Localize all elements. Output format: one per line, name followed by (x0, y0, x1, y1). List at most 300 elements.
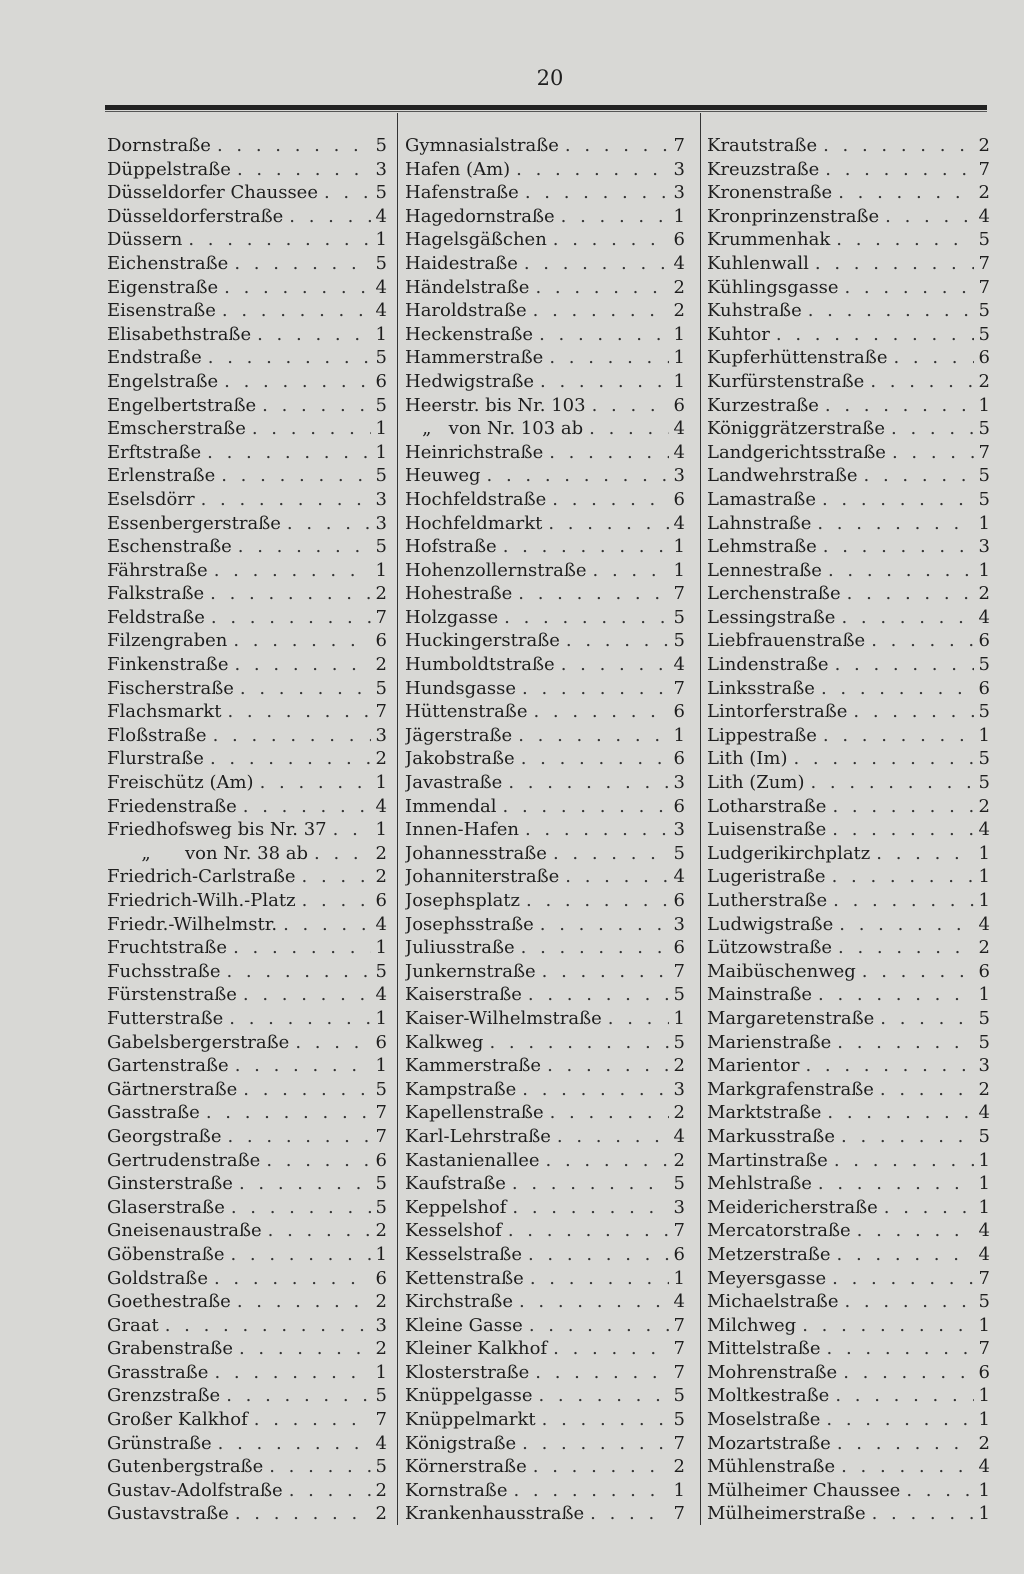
district-number: 3 (375, 512, 387, 534)
district-number: 1 (673, 370, 685, 392)
district-number: 1 (375, 1243, 387, 1265)
street-entry (107, 796, 387, 820)
street-entry (107, 1150, 387, 1174)
street-name: Hüttenstraße (405, 701, 528, 723)
street-name: „ von Nr. 103 ab (405, 418, 584, 440)
dot-leader (547, 229, 669, 250)
street-entry (707, 678, 990, 702)
dot-leader (534, 371, 669, 392)
district-number: 1 (978, 1149, 990, 1171)
dot-leader (831, 1244, 974, 1265)
street-entry (707, 1503, 990, 1527)
street-entry (405, 253, 685, 277)
street-name: Flurstraße (107, 748, 204, 770)
street-entry (107, 843, 387, 867)
street-entry (405, 1150, 685, 1174)
dot-leader (318, 182, 371, 203)
street-name: Fuchsstraße (107, 960, 221, 982)
dot-leader (865, 630, 974, 651)
dot-leader (223, 1008, 371, 1029)
dot-leader (544, 1102, 669, 1123)
page-number: 20 (536, 66, 564, 90)
street-name: Kühlingsgasse (707, 276, 839, 298)
dot-leader (218, 277, 371, 298)
street-name: Hagelsgäßchen (405, 229, 547, 251)
street-entry (707, 489, 990, 513)
street-entry (707, 961, 990, 985)
header-rule (105, 105, 987, 110)
street-name: Gutenbergstraße (107, 1456, 264, 1478)
district-number: 2 (673, 1456, 685, 1478)
district-number: 5 (978, 465, 990, 487)
street-entry (107, 1032, 387, 1056)
district-number: 1 (375, 559, 387, 581)
street-name: Mehlstraße (707, 1173, 812, 1195)
dot-leader (835, 607, 974, 628)
street-name: Kornstraße (405, 1479, 508, 1501)
street-entry (107, 1315, 387, 1339)
dot-leader (233, 1173, 371, 1194)
dot-leader (866, 1503, 974, 1524)
street-entry (707, 300, 990, 324)
dot-leader (527, 300, 669, 321)
street-entry (405, 1503, 685, 1527)
district-number: 7 (375, 1125, 387, 1147)
street-name: Meyersgasse (707, 1267, 827, 1289)
street-entry (107, 654, 387, 678)
district-number: 2 (978, 1078, 990, 1100)
street-entry (405, 1102, 685, 1126)
street-name: Mohrenstraße (707, 1361, 838, 1383)
dot-leader (819, 395, 974, 416)
dot-leader (283, 206, 371, 227)
street-entry (107, 1220, 387, 1244)
district-number: 1 (375, 772, 387, 794)
dot-leader (796, 1315, 974, 1336)
street-entry (405, 513, 685, 537)
district-number: 3 (978, 536, 990, 558)
dot-leader (522, 984, 669, 1005)
street-entry (707, 513, 990, 537)
street-name: Huckingerstraße (405, 630, 560, 652)
dot-leader (885, 418, 974, 439)
street-name: Moltkestraße (707, 1385, 830, 1407)
street-name: Innen-Hafen (405, 819, 519, 841)
street-name: Lahnstraße (707, 512, 812, 534)
dot-leader (543, 442, 669, 463)
district-number: 7 (978, 276, 990, 298)
dot-leader (237, 1079, 371, 1100)
district-number: 3 (673, 819, 685, 841)
street-name: Flachsmarkt (107, 701, 222, 723)
street-entry (405, 229, 685, 253)
street-entry (707, 1126, 990, 1150)
street-entry (707, 1433, 990, 1457)
district-number: 3 (673, 1196, 685, 1218)
district-number: 3 (673, 465, 685, 487)
street-entry (707, 1244, 990, 1268)
district-number: 5 (978, 772, 990, 794)
street-entry (707, 560, 990, 584)
dot-leader (833, 914, 974, 935)
district-number: 6 (978, 960, 990, 982)
street-entry (107, 1433, 387, 1457)
street-name: Krankenhausstraße (405, 1503, 585, 1525)
street-name: Haidestraße (405, 252, 518, 274)
dot-leader (831, 1433, 974, 1454)
dot-leader (835, 1126, 974, 1147)
street-entry (107, 1456, 387, 1480)
street-entry (405, 1268, 685, 1292)
dot-leader (296, 890, 371, 911)
street-entry (107, 1503, 387, 1527)
street-name: Goethestraße (107, 1291, 231, 1313)
district-number: 5 (673, 1409, 685, 1431)
district-number: 5 (375, 677, 387, 699)
dot-leader (231, 159, 371, 180)
street-entry (405, 937, 685, 961)
district-number: 2 (673, 300, 685, 322)
street-name: Kaufstraße (405, 1173, 506, 1195)
dot-leader (820, 1409, 974, 1430)
street-name: Kammerstraße (405, 1055, 542, 1077)
dot-leader (327, 819, 371, 840)
dot-leader (900, 1480, 974, 1501)
district-number: 6 (375, 1267, 387, 1289)
street-entry (107, 442, 387, 466)
street-name: Königgrätzerstraße (707, 418, 885, 440)
district-number: 4 (673, 1291, 685, 1313)
dot-leader (221, 701, 371, 722)
dot-leader (519, 182, 669, 203)
dot-leader (770, 324, 974, 345)
street-name: Kuhlenwall (707, 252, 809, 274)
street-entry (707, 1008, 990, 1032)
district-number: 5 (375, 135, 387, 156)
street-entry (405, 371, 685, 395)
street-entry (707, 1315, 990, 1339)
street-name: Lennestraße (707, 559, 822, 581)
dot-leader (518, 253, 669, 274)
street-name: Friedrich-Carlstraße (107, 866, 296, 888)
street-entry (107, 1291, 387, 1315)
dot-leader (602, 1008, 669, 1029)
street-entry (107, 418, 387, 442)
street-entry (107, 513, 387, 537)
street-name: Knüppelmarkt (405, 1409, 536, 1431)
district-number: 2 (673, 1149, 685, 1171)
street-entry (405, 1173, 685, 1197)
street-entry (707, 1102, 990, 1126)
district-number: 5 (978, 701, 990, 723)
street-name: Kaiser-Wilhelmstraße (405, 1007, 602, 1029)
district-number: 1 (375, 1055, 387, 1077)
district-number: 1 (978, 1314, 990, 1336)
street-name: Milchweg (707, 1314, 797, 1336)
dot-leader (254, 772, 371, 793)
district-number: 3 (375, 1314, 387, 1336)
street-name: Glaserstraße (107, 1196, 225, 1218)
dot-leader (283, 1480, 371, 1501)
district-number: 7 (978, 252, 990, 274)
district-number: 6 (978, 1361, 990, 1383)
district-number: 4 (978, 1243, 990, 1265)
street-column-1 (107, 135, 387, 1527)
street-name: Hochfeldmarkt (405, 512, 543, 534)
district-number: 4 (978, 606, 990, 628)
dot-leader (540, 1150, 669, 1171)
dot-leader (277, 914, 371, 935)
dot-leader (227, 630, 371, 651)
dot-leader (826, 1268, 974, 1289)
street-name: Kreuzstraße (707, 158, 820, 180)
dot-leader (260, 1150, 371, 1171)
district-number: 5 (978, 323, 990, 345)
district-number: 5 (375, 394, 387, 416)
street-name: Gärtnerstraße (107, 1078, 238, 1100)
street-entry (107, 583, 387, 607)
street-name: Landwehrstraße (707, 465, 858, 487)
street-name: Königstraße (405, 1432, 517, 1454)
street-name: Heckenstraße (405, 323, 534, 345)
district-number: 2 (978, 135, 990, 156)
district-number: 5 (978, 418, 990, 440)
dot-leader (830, 229, 974, 250)
street-name: Kettenstraße (405, 1267, 524, 1289)
district-number: 5 (375, 1196, 387, 1218)
street-name: Fruchtstraße (107, 937, 228, 959)
street-entry (107, 465, 387, 489)
street-name: Landgerichtsstraße (707, 441, 886, 463)
district-number: 2 (375, 1220, 387, 1242)
dot-leader (821, 1338, 974, 1359)
street-entry (707, 866, 990, 890)
dot-leader (519, 819, 669, 840)
street-name: Gustav-Adolfstraße (107, 1479, 283, 1501)
district-number: 1 (673, 724, 685, 746)
district-number: 5 (673, 984, 685, 1006)
street-entry (405, 701, 685, 725)
dot-leader (821, 1102, 974, 1123)
street-name: Immendal (405, 795, 497, 817)
dot-leader (195, 489, 371, 510)
district-number: 5 (978, 300, 990, 322)
street-name: Erlenstraße (107, 465, 216, 487)
district-number: 5 (375, 960, 387, 982)
street-name: Kesselstraße (405, 1243, 522, 1265)
column-divider (397, 113, 398, 1525)
dot-leader (536, 1409, 669, 1430)
street-name: Eigenstraße (107, 276, 219, 298)
street-name: Humboldtstraße (405, 654, 555, 676)
street-entry (405, 1433, 685, 1457)
dot-leader (827, 890, 974, 911)
dot-leader (832, 937, 974, 958)
street-entry (107, 1173, 387, 1197)
street-entry (707, 984, 990, 1008)
district-number: 1 (978, 866, 990, 888)
district-number: 6 (978, 347, 990, 369)
district-number: 1 (673, 1007, 685, 1029)
dot-leader (237, 984, 371, 1005)
district-number: 2 (978, 1432, 990, 1454)
street-name: Göbenstraße (107, 1243, 225, 1265)
dot-leader (819, 159, 974, 180)
dot-leader (523, 1315, 669, 1336)
dot-leader (520, 890, 669, 911)
street-entry (405, 159, 685, 183)
dot-leader (289, 1032, 371, 1053)
street-name: Josephsplatz (405, 890, 521, 911)
district-number: 4 (673, 1125, 685, 1147)
street-entry (405, 324, 685, 348)
street-name: Falkstraße (107, 583, 205, 605)
street-name: Johanniterstraße (405, 866, 560, 888)
street-name: Mülheimer Chaussee (707, 1479, 901, 1501)
street-entry (707, 1409, 990, 1433)
dot-leader (851, 1220, 974, 1241)
street-name: Kuhstraße (707, 300, 802, 322)
street-name: Margaretenstraße (707, 1007, 875, 1029)
street-name: „ von Nr. 38 ab (107, 842, 309, 864)
street-name: Engelbertstraße (107, 394, 257, 416)
street-name: Finkenstraße (107, 654, 229, 676)
street-entry (707, 607, 990, 631)
street-name: Eschenstraße (107, 536, 232, 558)
district-number: 7 (673, 135, 685, 156)
street-entry (707, 1291, 990, 1315)
district-number: 1 (375, 819, 387, 841)
street-name: Kesselshof (405, 1220, 502, 1242)
district-number: 6 (375, 1031, 387, 1053)
dot-leader (481, 465, 669, 486)
column-divider (700, 113, 701, 1525)
dot-leader (515, 937, 669, 958)
district-number: 2 (375, 866, 387, 888)
dot-leader (529, 1362, 669, 1383)
street-entry (405, 914, 685, 938)
district-number: 1 (978, 984, 990, 1006)
dot-leader (831, 1032, 974, 1053)
street-entry (707, 1197, 990, 1221)
district-number: 4 (673, 512, 685, 534)
street-column-3 (707, 135, 990, 1527)
district-number: 3 (375, 158, 387, 180)
district-number: 4 (375, 913, 387, 935)
street-entry (707, 395, 990, 419)
street-entry (405, 442, 685, 466)
street-entry (107, 1268, 387, 1292)
street-entry (405, 984, 685, 1008)
street-entry (405, 536, 685, 560)
street-entry (405, 843, 685, 867)
dot-leader (237, 796, 371, 817)
street-name: Kaiserstraße (405, 984, 522, 1006)
dot-leader (225, 1197, 371, 1218)
street-entry (405, 300, 685, 324)
district-number: 3 (375, 724, 387, 746)
district-number: 5 (375, 252, 387, 274)
street-name: Eisenstraße (107, 300, 216, 322)
district-number: 4 (375, 300, 387, 322)
street-name: Freischütz (Am) (107, 772, 254, 794)
dot-leader (815, 678, 974, 699)
street-entry (107, 984, 387, 1008)
street-name: Keppelshof (405, 1196, 507, 1218)
street-name: Hundsgasse (405, 677, 517, 699)
district-number: 7 (673, 1432, 685, 1454)
district-number: 7 (978, 158, 990, 180)
street-name: Futterstraße (107, 1007, 224, 1029)
street-entry (107, 866, 387, 890)
district-number: 5 (978, 1007, 990, 1029)
street-entry (107, 890, 387, 914)
dot-leader (220, 961, 371, 982)
street-name: Lützowstraße (707, 937, 832, 959)
street-entry (405, 1409, 685, 1433)
dot-leader (516, 678, 669, 699)
street-name: Essenbergerstraße (107, 512, 281, 534)
street-name: Lotharstraße (707, 795, 827, 817)
dot-leader (159, 1315, 371, 1336)
street-name: Gartenstraße (107, 1055, 229, 1077)
district-number: 7 (978, 1338, 990, 1360)
street-entry (107, 395, 387, 419)
street-entry (707, 418, 990, 442)
street-entry (405, 1197, 685, 1221)
district-number: 2 (375, 748, 387, 770)
street-name: Hafen (Am) (405, 158, 511, 180)
street-entry (405, 1244, 685, 1268)
dot-leader (231, 1291, 371, 1312)
street-name: Dornstraße (107, 135, 211, 156)
dot-leader (838, 1291, 974, 1312)
street-entry (405, 654, 685, 678)
dot-leader (555, 654, 669, 675)
street-name: Grabenstraße (107, 1338, 233, 1360)
street-name: Friedr.-Wilhelmstr. (107, 913, 278, 935)
street-entry (107, 701, 387, 725)
street-name: Hohestraße (405, 583, 513, 605)
street-entry (707, 914, 990, 938)
dot-leader (202, 347, 371, 368)
district-number: 4 (673, 654, 685, 676)
dot-leader (826, 866, 974, 887)
street-name: Grenzstraße (107, 1385, 221, 1407)
dot-leader (534, 914, 669, 935)
street-name: Georgstraße (107, 1125, 222, 1147)
dot-leader (560, 630, 669, 651)
street-name: Lith (Im) (707, 748, 788, 770)
street-name: Grasstraße (107, 1361, 209, 1383)
street-entry (707, 536, 990, 560)
district-number: 5 (978, 1125, 990, 1147)
dot-leader (874, 1008, 974, 1029)
dot-leader (816, 489, 974, 510)
district-number: 7 (375, 701, 387, 723)
district-number: 6 (375, 1149, 387, 1171)
street-entry (405, 961, 685, 985)
district-number: 5 (375, 182, 387, 204)
street-name: Haroldstraße (405, 300, 527, 322)
street-entry (107, 937, 387, 961)
district-number: 2 (978, 182, 990, 204)
dot-leader (583, 418, 669, 439)
street-name: Lamastraße (707, 488, 816, 510)
street-entry (707, 347, 990, 371)
street-name: Heuweg (405, 465, 481, 487)
dot-leader (835, 1456, 974, 1477)
